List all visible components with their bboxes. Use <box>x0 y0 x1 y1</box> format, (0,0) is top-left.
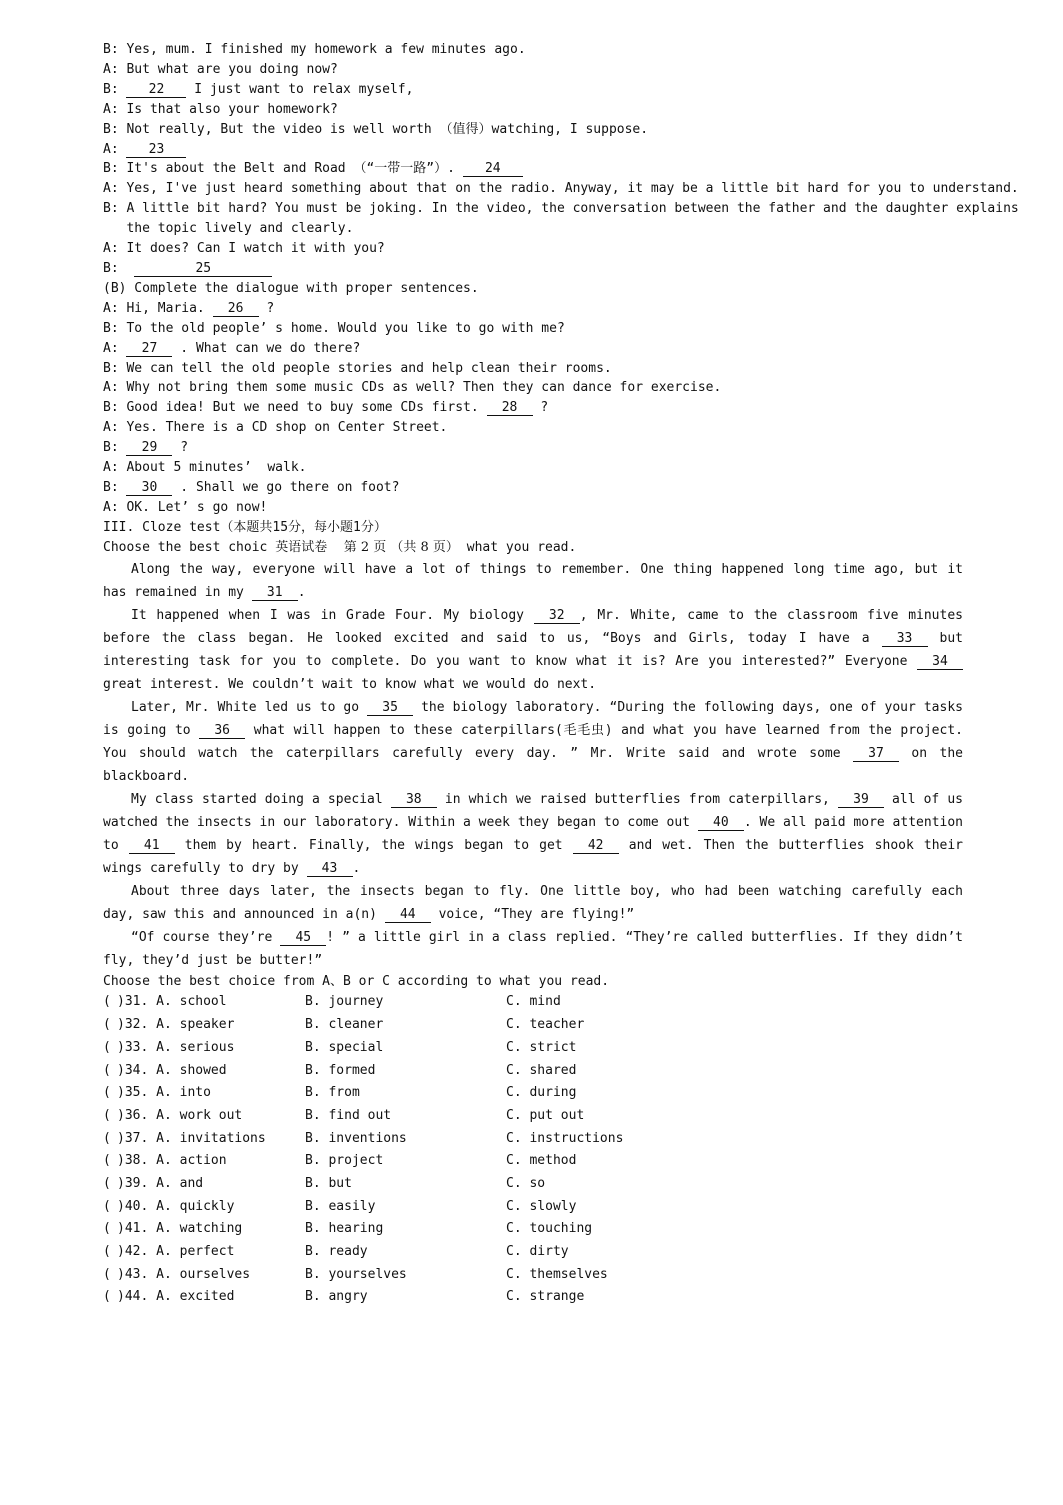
options-list <box>103 991 963 1309</box>
line-text: . <box>352 860 361 876</box>
line-text: the topic lively and clearly. <box>103 221 354 237</box>
dialogue-line <box>103 478 963 498</box>
option-row <box>103 1150 963 1173</box>
passage-paragraph <box>103 604 963 696</box>
dialogue-line <box>103 100 963 120</box>
option-row <box>103 1105 963 1128</box>
cloze-instruction-left: Choose the best choic <box>103 539 268 555</box>
answer-blank[interactable]: 40 <box>698 816 744 831</box>
line-text: . We all paid more attention to <box>103 814 963 853</box>
cloze-passage <box>103 558 963 972</box>
answer-paren[interactable]: ( <box>103 1289 111 1305</box>
answer-paren[interactable]: ( <box>103 1017 111 1033</box>
option-c: C. strict <box>506 1039 577 1055</box>
line-text: About three days later, the insects began to fly. One little boy, who had been watching carefully each day, saw this and announced in a(n) <box>103 883 963 922</box>
line-text: ! ” a little girl in a class replied. “They’re called butterflies. If they didn’t fly, they’d just be butter!” <box>103 929 963 968</box>
option-c: C. strange <box>506 1289 585 1305</box>
answer-paren[interactable]: ( <box>103 1153 111 1169</box>
dialogue-line <box>103 140 963 160</box>
answer-blank[interactable]: 33 <box>882 632 928 647</box>
option-a: )36. A. work out <box>117 1107 243 1123</box>
line-text: A: Why not bring them some music CDs as well? Then they can dance for exercise. <box>103 380 722 396</box>
line-text: all of us watched the insects in our laboratory. Within a week they began to come out <box>103 791 963 830</box>
option-row <box>103 1014 963 1037</box>
line-text: Along the way, everyone will have a lot of things to remember. One thing happened long time ago, but it has remained in my <box>103 561 963 600</box>
option-b: B. journey <box>305 994 384 1010</box>
dialogue-line <box>103 60 963 80</box>
passage-paragraph <box>103 696 963 788</box>
option-b: B. find out <box>305 1107 392 1123</box>
line-text: A: Yes, I've just heard something about that on the radio. Anyway, it may be a little bit hard for you to understand. <box>103 181 1019 197</box>
answer-blank[interactable]: 32 <box>534 609 580 624</box>
option-c: C. teacher <box>506 1017 585 1033</box>
options-instruction: Choose the best choice from A、B or C according to what you read. <box>103 973 610 989</box>
line-text: B: Good idea! But we need to buy some CDs first. <box>103 400 487 416</box>
dialogue-line <box>103 378 963 398</box>
option-c: C. shared <box>506 1062 577 1078</box>
answer-paren[interactable]: ( <box>103 1062 111 1078</box>
dialogue-line <box>103 120 963 140</box>
dialogue-line <box>103 319 963 339</box>
option-row <box>103 1286 963 1309</box>
option-c: C. method <box>506 1153 577 1169</box>
answer-blank[interactable]: 29 <box>126 441 172 456</box>
option-a: )38. A. action <box>117 1153 227 1169</box>
option-b: B. easily <box>305 1198 376 1214</box>
line-text: the biology laboratory. “During the following days, one of your tasks is going to <box>103 699 963 738</box>
option-c: C. dirty <box>506 1244 569 1260</box>
line-text: B: A little bit hard? You must be joking. In the video, the conversation between the father and the daughter explains <box>103 201 1019 217</box>
dialogue-line <box>103 40 963 60</box>
passage-paragraph <box>103 880 963 926</box>
answer-paren[interactable]: ( <box>103 1130 111 1146</box>
option-a: )32. A. speaker <box>117 1017 235 1033</box>
line-text: A: Hi, Maria. <box>103 300 213 316</box>
line-text: A: <box>103 141 127 157</box>
line-text: B: To the old people’ s home. Would you like to go with me? <box>103 320 565 336</box>
answer-paren[interactable]: ( <box>103 994 111 1010</box>
option-a: )42. A. perfect <box>117 1244 235 1260</box>
option-b: B. project <box>305 1153 384 1169</box>
answer-blank[interactable]: 30 <box>126 481 172 496</box>
answer-blank[interactable]: 37 <box>853 747 899 762</box>
answer-blank[interactable]: 27 <box>126 342 172 357</box>
line-text: I just want to relax myself, <box>186 81 414 97</box>
option-b: B. cleaner <box>305 1017 384 1033</box>
line-text: A: It does? Can I watch it with you? <box>103 241 385 257</box>
line-text: B: Yes, mum. I finished my homework a few minutes ago. <box>103 42 526 57</box>
line-text: It happened when I was in Grade Four. My biology <box>131 607 534 623</box>
option-c: C. touching <box>506 1221 593 1237</box>
dialogue-line <box>103 80 963 100</box>
answer-paren[interactable]: ( <box>103 1266 111 1282</box>
dialogue-line <box>103 179 1019 199</box>
option-b: B. angry <box>305 1289 368 1305</box>
option-b: B. formed <box>305 1062 376 1078</box>
cloze-instruction <box>103 538 963 558</box>
option-row <box>103 1241 963 1264</box>
option-a: )31. A. school <box>117 994 227 1010</box>
answer-blank[interactable]: 43 <box>307 862 353 877</box>
cloze-instruction-right: what you read. <box>466 539 577 555</box>
worksheet-page <box>103 40 1019 1309</box>
line-text: B: <box>103 440 127 456</box>
line-text: . <box>297 584 306 600</box>
answer-blank[interactable]: 42 <box>573 839 619 854</box>
answer-blank[interactable]: 39 <box>838 793 884 808</box>
option-a: )39. A. and <box>117 1175 204 1191</box>
answer-blank[interactable]: 41 <box>129 839 175 854</box>
option-a: )34. A. showed <box>117 1062 227 1078</box>
option-row <box>103 1196 963 1219</box>
answer-blank[interactable]: 31 <box>252 586 298 601</box>
option-row <box>103 991 963 1014</box>
line-text: B: It's about the Belt and Road （“一带一路”）. <box>103 161 463 177</box>
answer-paren[interactable]: ( <box>103 1221 111 1237</box>
answer-blank[interactable]: 36 <box>199 724 245 739</box>
dialogue-line <box>103 498 963 518</box>
answer-blank[interactable]: 34 <box>917 655 963 670</box>
line-text: voice, “They are flying!” <box>430 906 635 922</box>
line-text: ? <box>258 300 275 316</box>
option-row <box>103 1082 963 1105</box>
answer-paren[interactable]: ( <box>103 1085 111 1101</box>
option-b: B. but <box>305 1175 352 1191</box>
line-text: A: <box>103 340 127 356</box>
line-text: ? <box>172 440 189 456</box>
answer-blank[interactable]: 35 <box>367 701 413 716</box>
option-row <box>103 1173 963 1196</box>
dialogue-b <box>103 299 963 518</box>
passage-paragraph <box>103 926 963 972</box>
line-text: A: OK. Let’ s go now! <box>103 499 268 515</box>
line-text: . Shall we go there on foot? <box>172 479 400 495</box>
option-c: C. put out <box>506 1107 585 1123</box>
answer-blank[interactable]: 23 <box>126 143 186 158</box>
dialogue-line <box>103 299 963 319</box>
option-c: C. during <box>506 1085 577 1101</box>
line-text: B: <box>103 260 135 276</box>
dialogue-line <box>103 199 1019 219</box>
option-c: C. so <box>506 1175 546 1191</box>
option-a: )37. A. invitations <box>117 1130 266 1146</box>
option-a: )35. A. into <box>117 1085 211 1101</box>
dialogue-line <box>103 159 963 179</box>
option-c: C. mind <box>506 994 561 1010</box>
option-a: )41. A. watching <box>117 1221 243 1237</box>
option-b: B. from <box>305 1085 360 1101</box>
line-text: “Of course they’re <box>131 929 281 945</box>
line-text: ? <box>532 400 549 416</box>
line-text: them by heart. Finally, the wings began to get <box>174 837 573 853</box>
option-a: )33. A. serious <box>117 1039 235 1055</box>
line-text: in which we raised butterflies from caterpillars, <box>436 791 838 807</box>
dialogue-line <box>103 259 963 279</box>
answer-blank[interactable]: 28 <box>487 401 533 416</box>
page-footer: 英语试卷 第 2 页 （共 8 页） <box>275 539 459 555</box>
line-text: B: Not really, But the video is well worth （值得）watching, I suppose. <box>103 121 649 137</box>
line-text: Later, Mr. White led us to go <box>131 699 368 715</box>
line-text: A: But what are you doing now? <box>103 61 338 77</box>
passage-paragraph <box>103 558 963 604</box>
line-text: A: Yes. There is a CD shop on Center Street. <box>103 420 448 436</box>
option-row <box>103 1218 963 1241</box>
line-text: . What can we do there? <box>172 340 361 356</box>
answer-paren[interactable]: ( <box>103 1198 111 1214</box>
line-text: great interest. We couldn’t wait to know what we would do next. <box>103 676 597 692</box>
dialogue-line <box>103 438 963 458</box>
line-text: A: About 5 minutes’ walk. <box>103 460 307 476</box>
answer-blank[interactable]: 44 <box>385 908 431 923</box>
line-text: but interesting task for you to complete. Do you want to know what it is? Are you interested?” Everyone <box>103 630 963 669</box>
line-text: on the blackboard. <box>103 745 963 784</box>
option-b: B. inventions <box>305 1130 407 1146</box>
line-text: B: <box>103 479 127 495</box>
option-c: C. slowly <box>506 1198 577 1214</box>
option-row <box>103 1128 963 1151</box>
answer-blank[interactable]: 25 <box>134 262 272 277</box>
answer-blank[interactable]: 45 <box>280 931 326 946</box>
answer-blank[interactable]: 38 <box>391 793 437 808</box>
section-b-title: (B) Complete the dialogue with proper sentences. <box>103 280 479 296</box>
option-row <box>103 1060 963 1083</box>
line-text: B: We can tell the old people stories and help clean their rooms. <box>103 360 612 376</box>
option-a: )43. A. ourselves <box>117 1266 251 1282</box>
dialogue-line <box>103 239 963 259</box>
answer-blank[interactable]: 24 <box>463 162 523 177</box>
dialogue-line <box>103 418 963 438</box>
dialogue-line <box>103 398 963 418</box>
dialogue-line <box>103 219 963 239</box>
line-text: B: <box>103 81 127 97</box>
option-a: )40. A. quickly <box>117 1198 235 1214</box>
dialogue-line <box>103 339 963 359</box>
option-b: B. hearing <box>305 1221 384 1237</box>
option-row <box>103 1264 963 1287</box>
option-b: B. special <box>305 1039 384 1055</box>
cloze-title: III. Cloze test（本题共15分，每小题1分） <box>103 519 387 535</box>
option-b: B. yourselves <box>305 1266 407 1282</box>
option-row <box>103 1037 963 1060</box>
answer-paren[interactable]: ( <box>103 1107 111 1123</box>
dialogue-line <box>103 458 963 478</box>
option-b: B. ready <box>305 1244 368 1260</box>
line-text: My class started doing a special <box>131 791 391 807</box>
option-c: C. themselves <box>506 1266 608 1282</box>
answer-blank[interactable]: 22 <box>126 83 186 98</box>
line-text: what will happen to these caterpillars(毛毛虫) and what you have learned from the project. You should watch the caterpillars carefully every day. ” Mr. Write said and wrote some <box>103 722 963 761</box>
line-text: A: Is that also your homework? <box>103 101 338 117</box>
line-text: and wet. Then the butterflies shook their wings carefully to dry by <box>103 837 963 876</box>
answer-blank[interactable]: 26 <box>213 302 259 317</box>
dialogue-a <box>103 40 1019 279</box>
answer-paren[interactable]: ( <box>103 1175 111 1191</box>
passage-paragraph <box>103 788 963 880</box>
dialogue-line <box>103 359 963 379</box>
line-text: , Mr. White, came to the classroom five minutes before the class began. He looked excited and said to us, “Boys and Girls, today I have a <box>103 607 963 646</box>
option-c: C. instructions <box>506 1130 624 1146</box>
answer-paren[interactable]: ( <box>103 1039 111 1055</box>
option-a: )44. A. excited <box>117 1289 235 1305</box>
answer-paren[interactable]: ( <box>103 1244 111 1260</box>
